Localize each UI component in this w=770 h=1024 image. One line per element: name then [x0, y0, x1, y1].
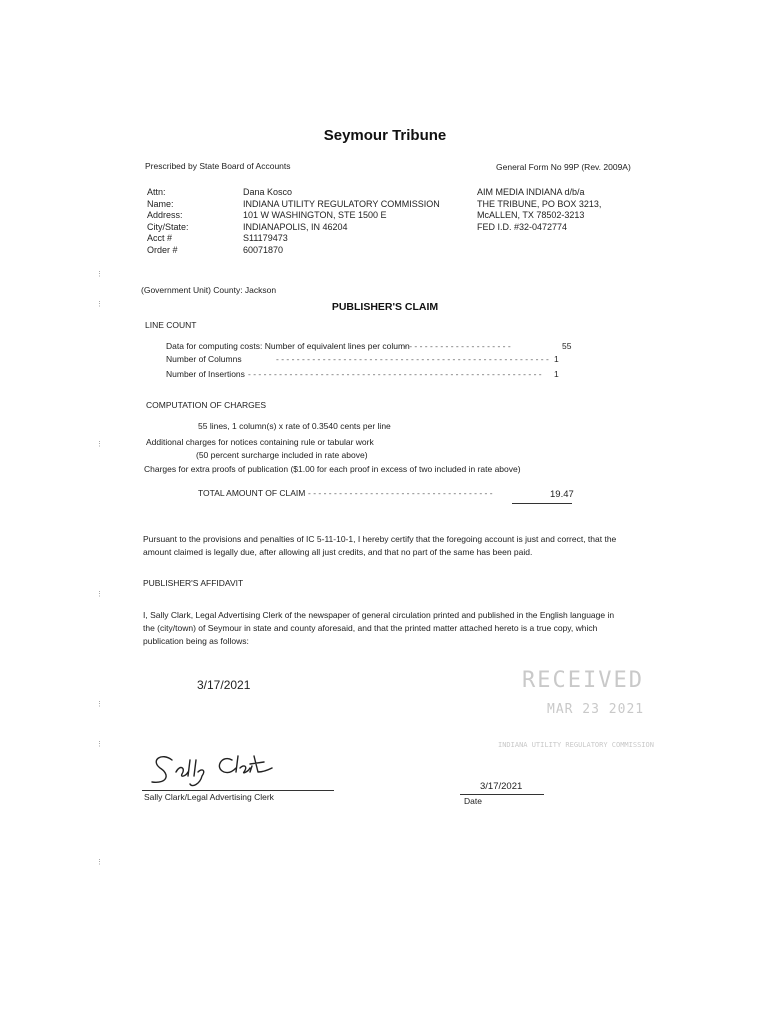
extra-proofs: Charges for extra proofs of publication ($1.00 for each proof in excess of two included in rate above) [144, 464, 521, 474]
label-acct: Acct # [147, 233, 173, 243]
prescribed-by: Prescribed by State Board of Accounts [145, 161, 291, 171]
publication-date: 3/17/2021 [197, 678, 251, 692]
value-name: INDIANA UTILITY REGULATORY COMMISSION [243, 198, 440, 209]
form-number: General Form No 99P (Rev. 2009A) [496, 162, 631, 172]
address-values [243, 187, 440, 256]
affidavit-heading: PUBLISHER'S AFFIDAVIT [143, 578, 244, 588]
label-city-state: City/State: [147, 221, 189, 232]
certification-line: Pursuant to the provisions and penalties of IC 5-11-10-1, I hereby certify that the foregoing account is just and correct, that the [143, 534, 617, 544]
scan-mark: ⋮ [96, 859, 103, 866]
scan-mark: ⋮ [96, 271, 103, 278]
line-count-row-label: Data for computing costs: Number of equivalent lines per column [166, 341, 410, 351]
scan-mark: ⋮ [96, 301, 103, 308]
value-order: 60071870 [243, 244, 284, 255]
value-city-state: INDIANAPOLIS, IN 46204 [243, 221, 348, 232]
line-count-row-value: 1 [554, 369, 559, 379]
received-stamp: RECEIVED [522, 668, 644, 693]
value-address: 101 W WASHINGTON, STE 1500 E [243, 210, 387, 220]
line-count-heading: LINE COUNT [145, 320, 197, 330]
date-label: Date [464, 796, 482, 806]
total-value: 19.47 [550, 489, 574, 500]
signature-line [142, 790, 334, 791]
label-order: Order # [147, 244, 178, 255]
page-title: Seymour Tribune [323, 127, 447, 144]
label-name: Name: [147, 198, 174, 209]
publisher-address [477, 187, 601, 233]
leader-dots: - - - - - - - - - - - - - - - - - - - - - [404, 341, 511, 351]
publisher-line: AIM MEDIA INDIANA d/b/a [477, 187, 585, 197]
received-stamp-agency: INDIANA UTILITY REGULATORY COMMISSION [498, 741, 654, 749]
received-stamp-date: MAR 23 2021 [547, 702, 645, 717]
line-count-row-label: Number of Columns [166, 354, 242, 364]
publisher-line: THE TRIBUNE, PO BOX 3213, [477, 198, 602, 209]
value-attn: Dana Kosco [243, 187, 293, 197]
rate-line: 55 lines, 1 column(s) x rate of 0.3540 cents per line [198, 421, 391, 431]
scan-mark: ⋮ [96, 591, 103, 598]
affidavit-line: publication being as follows: [143, 636, 249, 646]
address-labels [147, 187, 189, 256]
value-acct: S11179473 [243, 233, 288, 243]
line-count-row-label: Number of Insertions [166, 369, 245, 379]
publisher-line: McALLEN, TX 78502-3213 [477, 210, 585, 220]
publisher-line: FED I.D. #32-0472774 [477, 221, 568, 232]
leader-dots: - - - - - - - - - - - - - - - - - - - - - - - - - - - - - - - - - - - - [308, 488, 493, 498]
date-line [460, 794, 544, 795]
total-label: TOTAL AMOUNT OF CLAIM [198, 488, 306, 498]
label-attn: Attn: [147, 187, 166, 197]
additional-charges: Additional charges for notices containing rule or tabular work [146, 437, 374, 447]
scan-mark: ⋮ [96, 441, 103, 448]
affidavit-line: I, Sally Clark, Legal Advertising Clerk of the newspaper of general circulation printed and published in the English language in [143, 610, 615, 620]
certification-line: amount claimed is legally due, after allowing all just credits, and that no part of the same has been paid. [143, 547, 533, 557]
claim-title: PUBLISHER'S CLAIM [331, 301, 439, 313]
surcharge-note: (50 percent surcharge included in rate above) [196, 450, 368, 460]
signature-image [142, 742, 292, 792]
scan-mark: ⋮ [96, 701, 103, 708]
signature-date-value: 3/17/2021 [480, 781, 523, 792]
leader-dots: - - - - - - - - - - - - - - - - - - - - - - - - - - - - - - - - - - - - - - - - - - - - - - - - - - - - - - - - - [248, 369, 542, 379]
scan-mark: ⋮ [96, 741, 103, 748]
line-count-row-value: 55 [562, 341, 572, 351]
label-address: Address: [147, 210, 183, 220]
total-underline [512, 503, 572, 504]
county-line: (Government Unit) County: Jackson [141, 285, 277, 295]
signature-caption: Sally Clark/Legal Advertising Clerk [144, 792, 274, 802]
line-count-row-value: 1 [554, 354, 559, 364]
affidavit-line: the (city/town) of Seymour in state and county aforesaid, and that the printed matter attached hereto is a true copy, which [143, 623, 598, 633]
computation-heading: COMPUTATION OF CHARGES [146, 400, 267, 410]
leader-dots: - - - - - - - - - - - - - - - - - - - - - - - - - - - - - - - - - - - - - - - - - - - - - - - - - - - - - [276, 354, 549, 364]
